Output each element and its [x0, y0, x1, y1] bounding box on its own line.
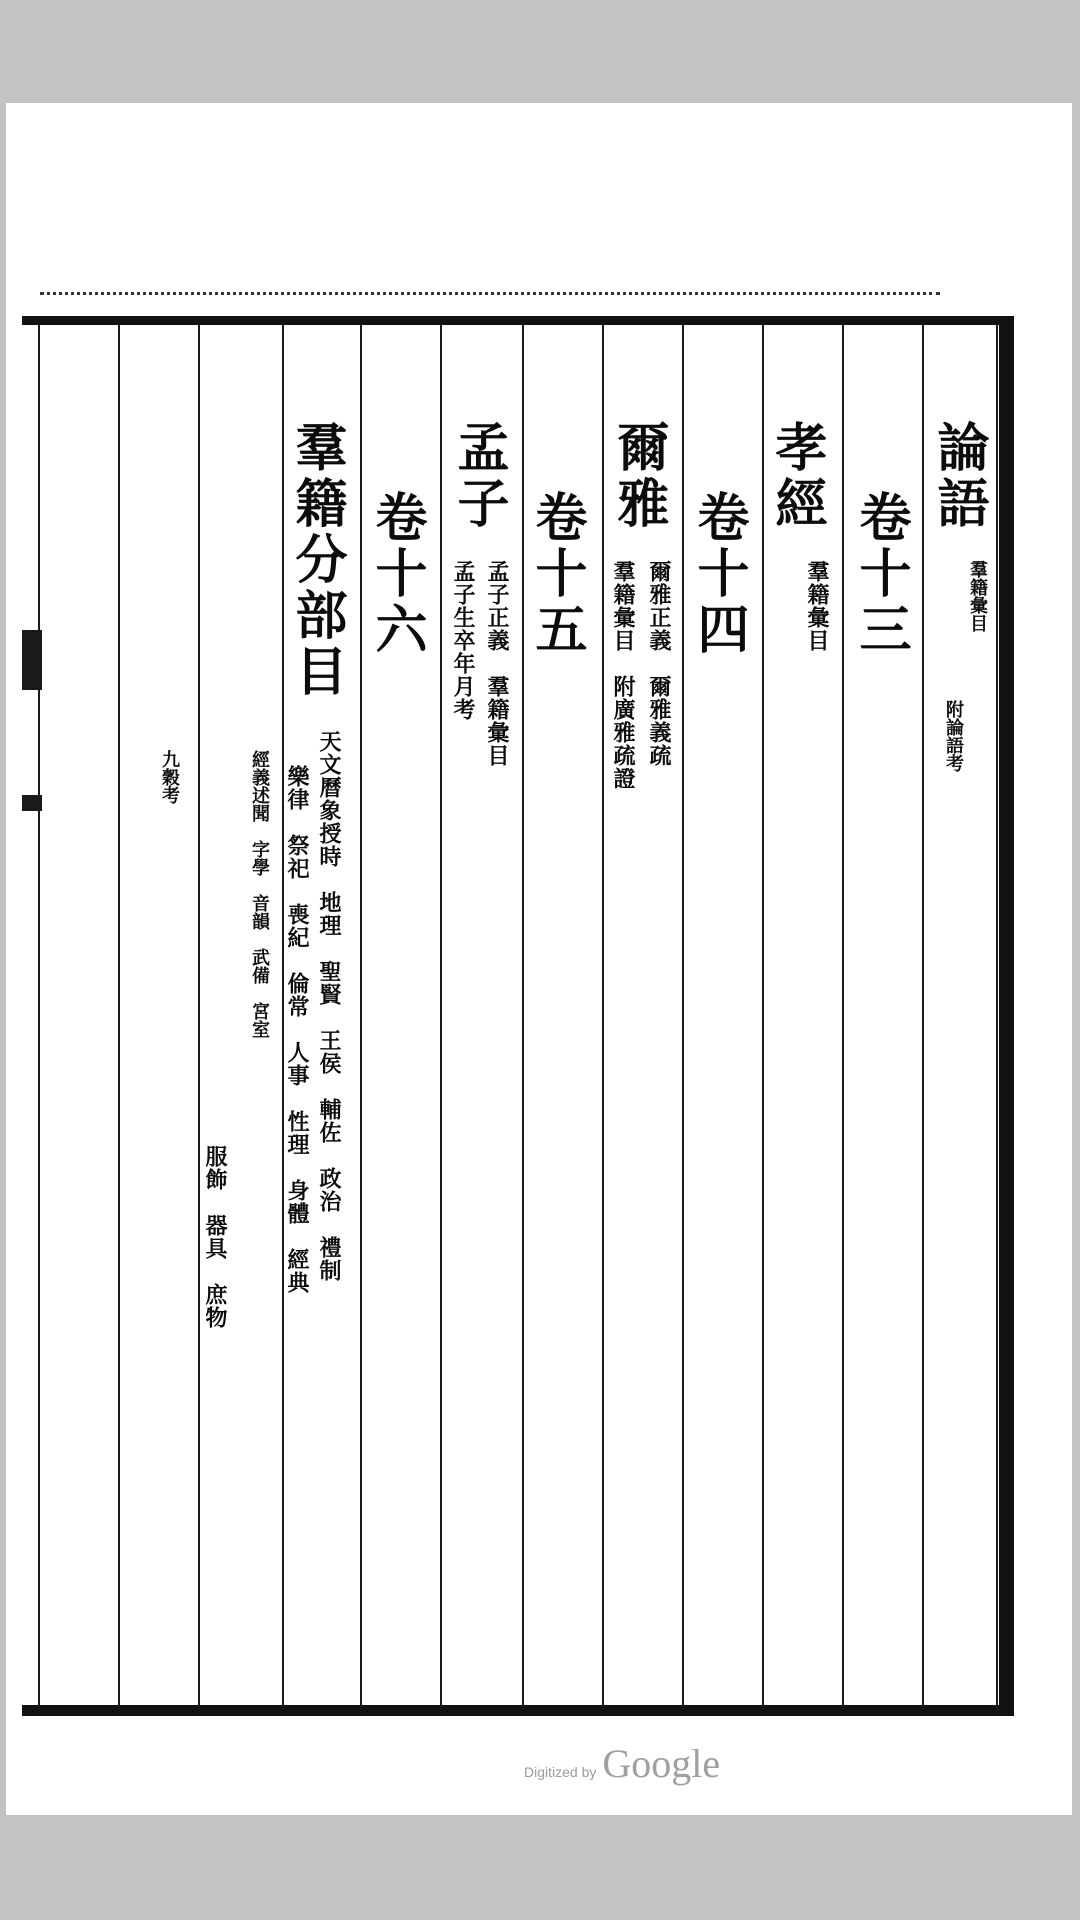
category-row-1: 天文曆象授時 地理 聖賢 王侯 輔佐 政治 禮制	[316, 730, 342, 1282]
column-rule	[682, 325, 684, 1710]
category-row-2: 樂律 祭祀 喪紀 倫常 人事 性理 身體 經典	[284, 765, 310, 1294]
volume-14-heading: 卷十四	[688, 490, 749, 658]
heading-xiaojing: 孝經	[766, 420, 827, 532]
subtitle-lunyu-1: 羣籍彙目	[967, 560, 988, 632]
column-rule	[842, 325, 844, 1710]
volume-13-heading: 卷十三	[850, 490, 911, 658]
heading-erya: 爾雅	[608, 420, 669, 532]
column-rule	[762, 325, 764, 1710]
column-rule	[38, 325, 40, 1710]
category-row-4: 服飾 器具 庶物	[202, 1145, 228, 1329]
google-logo: Google	[602, 1741, 721, 1786]
subtitle-erya-2: 羣籍彙目 附廣雅疏證	[610, 560, 636, 790]
column-rule	[360, 325, 362, 1710]
category-row-5: 九穀考	[159, 750, 180, 804]
column-rule	[922, 325, 924, 1710]
digitized-by-google-watermark	[524, 1740, 720, 1787]
category-row-3: 經義述聞 字學 音韻 武備 宮室	[249, 750, 270, 1038]
subtitle-erya-1: 爾雅正義 爾雅義疏	[646, 560, 672, 767]
volume-15-heading: 卷十五	[526, 490, 587, 658]
column-rule	[996, 325, 998, 1710]
subtitle-xiaojing: 羣籍彙目	[804, 560, 830, 652]
heading-category-list: 羣籍分部目	[286, 420, 347, 700]
heading-mengzi: 孟子	[448, 420, 509, 532]
column-rule	[440, 325, 442, 1710]
subtitle-mengzi-1: 孟子正義 羣籍彙目	[484, 560, 510, 767]
watermark-prefix: Digitized by	[524, 1764, 597, 1780]
left-margin-tab	[22, 330, 44, 1710]
subtitle-lunyu-2: 附論語考	[943, 700, 964, 772]
heading-lunyu: 論語	[928, 420, 989, 532]
column-rule	[198, 325, 200, 1710]
print-noise	[40, 292, 940, 307]
subtitle-mengzi-2: 孟子生卒年月考	[450, 560, 476, 721]
volume-16-heading: 卷十六	[366, 490, 427, 658]
column-rule	[522, 325, 524, 1710]
column-rule	[118, 325, 120, 1710]
column-rule	[602, 325, 604, 1710]
